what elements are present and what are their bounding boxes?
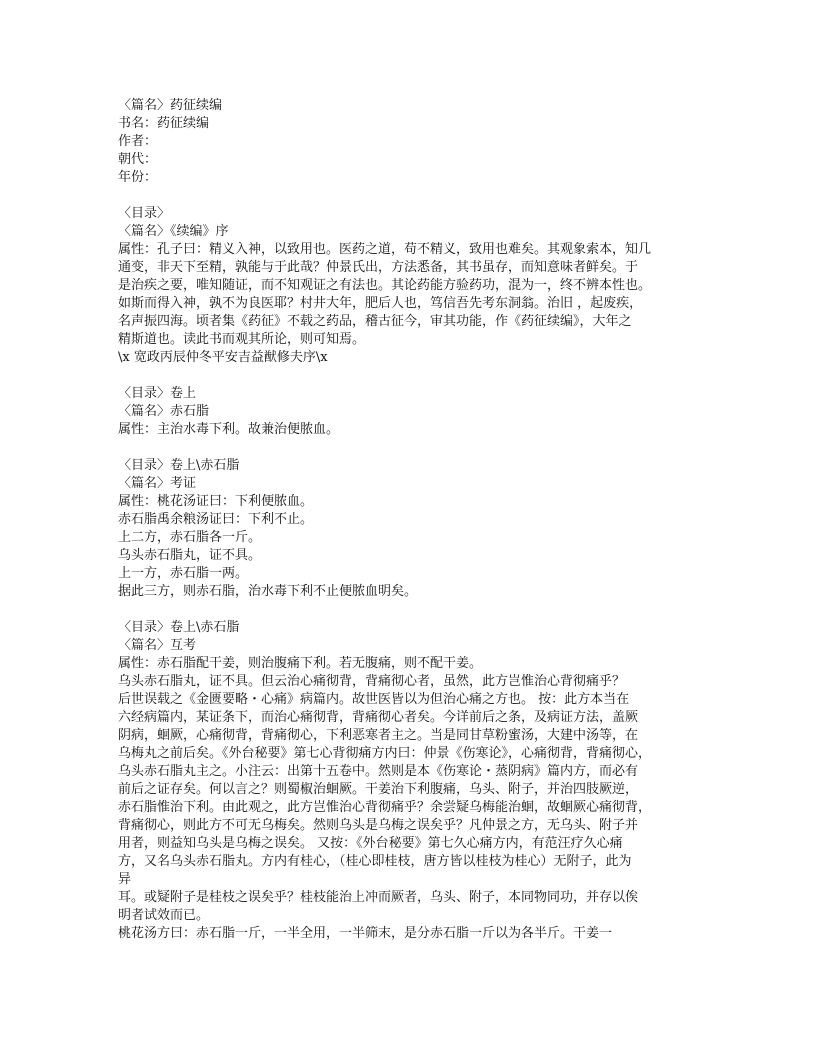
book-header xyxy=(118,97,718,187)
blank-line xyxy=(118,601,718,619)
section-toc: 〈目录〉卷上\赤石脂 xyxy=(118,458,240,473)
text-line: 阴病，蛔厥，心痛彻背，背痛彻心，下利恶寒者主之。当是同甘草粉蜜汤，大建中汤等，在 xyxy=(118,728,639,743)
section-preface xyxy=(118,205,718,367)
text-line: 用者，则益知乌头是乌梅之误矣。 又按：《外台秘要》第七久心痛方内，有范汪疗久心痛 xyxy=(118,836,623,851)
text-line: 乌头赤石脂丸，证不具。但云治心痛彻背，背痛彻心者，虽然，此方岂惟治心背彻痛乎？ xyxy=(118,674,626,689)
text-line: 赤石脂禹余粮汤证曰：下利不止。 xyxy=(118,512,314,527)
text-line: 桃花汤方曰：赤石脂一斤，一半全用，一半筛末，是分赤石脂一斤以为各半斤。干姜一 xyxy=(118,926,613,941)
text-line: \x 宽政丙辰仲冬平安吉益猷修夫序\x xyxy=(118,350,328,365)
section-chishizhi xyxy=(118,385,718,439)
text-line: 异 xyxy=(118,872,132,887)
header-author: 作者： xyxy=(118,134,158,149)
text-line: 乌头赤石脂丸主之。小注云：出第十五卷中。然则是本《伤寒论・蒸阴病》篇内方，而必有 xyxy=(118,764,639,779)
text-line: 六经病篇内，某证条下，而治心痛彻背，背痛彻心者矣。今详前后之条，及病证方法，盖厥 xyxy=(118,710,639,725)
section-title: 〈篇名〉互考 xyxy=(118,638,197,653)
text-line: 赤石脂惟治下利。由此观之，此方岂惟治心背彻痛乎？余尝疑乌梅能治蛔，故蛔厥心痛彻背， xyxy=(118,800,652,815)
text-line: 名声振四海。顷者集《药征》不载之药品，稽古征今，审其功能，作《药征续编》，大年之 xyxy=(118,314,632,329)
section-toc: 〈目录〉卷上\赤石脂 xyxy=(118,620,240,635)
section-kaozheng xyxy=(118,457,718,601)
header-book-name: 书名：药征续编 xyxy=(118,116,210,131)
text-line: 乌头赤石脂丸，证不具。 xyxy=(118,548,262,563)
text-line: 明者试效而已。 xyxy=(118,908,210,923)
text-line: 上二方，赤石脂各一斤。 xyxy=(118,530,262,545)
text-line: 属性：孔子曰：精义入神，以致用也。医药之道，苟不精义，致用也难矣。其观象索本，知几 xyxy=(118,242,652,257)
text-line: 乌梅丸之前后矣。《外台秘要》第七心背彻痛方内曰：仲景《伤寒论》，心痛彻背，背痛彻心， xyxy=(118,746,652,761)
document-page xyxy=(118,97,718,943)
section-hukao xyxy=(118,619,718,943)
section-toc: 〈目录〉 xyxy=(118,206,171,221)
blank-line xyxy=(118,439,718,457)
text-line: 据此三方，则赤石脂，治水毒下利不止便脓血明矣。 xyxy=(118,584,418,599)
text-line: 属性：桃花汤证曰：下利便脓血。 xyxy=(118,494,314,509)
header-title: 〈篇名〉药征续编 xyxy=(118,98,223,113)
text-line: 属性：赤石脂配干姜，则治腹痛下利。若无腹痛，则不配干姜。 xyxy=(118,656,483,671)
text-line: 耳。或疑附子是桂枝之误矣乎？桂枝能治上冲而厥者，乌头、附子，本同物同功，并存以俟 xyxy=(118,890,639,905)
text-line: 背痛彻心，则此方不可无乌梅矣。然则乌头是乌梅之误矣乎？凡仲景之方，无乌头、附子并 xyxy=(118,818,639,833)
text-line: 方，又名乌头赤石脂丸。方内有桂心，（桂心即桂枝，唐方皆以桂枝为桂心）无附子，此为 xyxy=(118,854,632,869)
section-title: 〈篇名〉《续编》序 xyxy=(118,224,229,239)
text-line: 通变，非天下至精，孰能与于此哉？仲景氏出，方法悉备，其书虽存，而知意味者鲜矣。于 xyxy=(118,260,639,275)
text-line: 后世误载之《金匮要略・心痛》病篇内。故世医皆以为但治心痛之方也。 按：此方本当在 xyxy=(118,692,630,707)
text-line: 属性：主治水毒下利。故兼治便脓血。 xyxy=(118,422,340,437)
header-dynasty: 朝代： xyxy=(118,152,158,167)
blank-line xyxy=(118,367,718,385)
header-year: 年份： xyxy=(118,170,158,185)
text-line: 精斯道也。读此书而观其所论，则可知焉。 xyxy=(118,332,366,347)
text-line: 如斯而得入神，孰不为良医耶？村井大年，肥后人也，笃信吾先考东洞翁。治旧 ，起废疾， xyxy=(118,296,643,311)
text-line: 是治疾之要，唯知随证，而不知观证之有法也。其论药能方验药功，混为一，终不辨本性也。 xyxy=(118,278,652,293)
text-line: 上一方，赤石脂一两。 xyxy=(118,566,249,581)
section-title: 〈篇名〉考证 xyxy=(118,476,197,491)
text-line: 前后之证存矣。何以言之？则蜀椒治蛔厥。干姜治下利腹痛，乌头、附子，并治四肢厥逆， xyxy=(118,782,639,797)
section-toc: 〈目录〉卷上 xyxy=(118,386,197,401)
section-title: 〈篇名〉赤石脂 xyxy=(118,404,210,419)
blank-line xyxy=(118,187,718,205)
